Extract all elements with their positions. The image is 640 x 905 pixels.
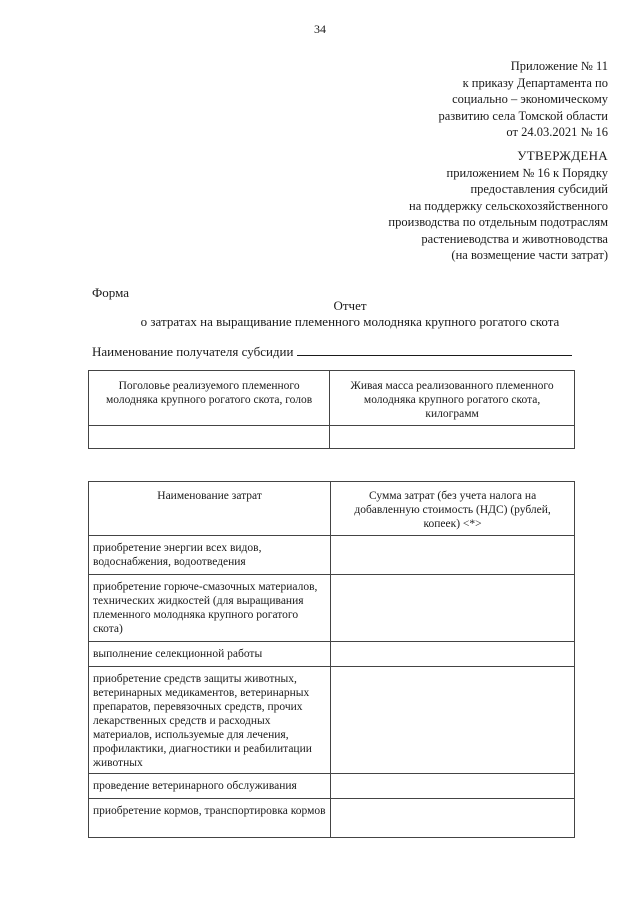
report-title: Отчет <box>333 298 367 313</box>
table-row <box>89 774 575 799</box>
approval-title: УТВЕРЖДЕНА <box>517 148 608 163</box>
cost-amount-cell[interactable] <box>331 575 575 642</box>
appendix-line: от 24.03.2021 № 16 <box>506 125 608 139</box>
cost-name-cell: проведение ветеринарного обслуживания <box>89 774 331 799</box>
approval-line: производства по отдельным подотраслям <box>388 215 608 229</box>
table-row <box>89 799 575 838</box>
header-cell-live-weight: Живая масса реализованного племенного молодняка крупного рогатого скота, килограмм <box>330 371 575 426</box>
approval-line: приложением № 16 к Порядку <box>446 165 608 180</box>
cost-name-cell: выполнение селекционной работы <box>89 642 331 667</box>
recipient-input-line[interactable] <box>297 343 572 356</box>
form-label: Форма <box>92 285 129 300</box>
appendix-line: развитию села Томской области <box>438 108 608 123</box>
cost-name-cell: приобретение горюче-смазочных материалов, технических жидкостей (для выращивания племенного молодняка крупного рогатого скота) <box>89 575 331 642</box>
appendix-block <box>438 58 608 141</box>
cost-amount-cell[interactable] <box>331 799 575 838</box>
approval-line: на поддержку сельскохозяйственного <box>409 198 608 213</box>
table-header-row <box>89 482 575 536</box>
recipient-label: Наименование получателя субсидии <box>92 344 294 359</box>
appendix-line: Приложение № 11 <box>510 59 608 73</box>
table-row <box>89 667 575 774</box>
cost-name-cell: приобретение кормов, транспортировка кормов <box>89 799 331 838</box>
approval-block <box>388 148 608 264</box>
cost-amount-cell[interactable] <box>331 536 575 575</box>
appendix-line: к приказу Департамента по <box>462 75 608 90</box>
appendix-line: социально – экономическому <box>452 92 608 106</box>
report-heading <box>0 298 640 330</box>
cost-amount-cell[interactable] <box>331 774 575 799</box>
approval-line: предоставления субсидий <box>470 182 608 196</box>
table-row <box>89 642 575 667</box>
cost-name-cell: приобретение средств защиты животных, ветеринарных медикаментов, ветеринарных препаратов, перевязочных средств, прочих лекарственных средств и расходных материалов, используемые для лечения, профилактики, диагностики и реабилитации животных <box>89 667 331 774</box>
input-cell-live-weight[interactable] <box>330 426 575 449</box>
costs-table <box>88 481 575 838</box>
input-cell-head-count[interactable] <box>89 426 330 449</box>
table-row <box>89 536 575 575</box>
page-number: 34 <box>314 22 326 36</box>
approval-line: растениеводства и животноводства <box>421 231 608 246</box>
header-cell-head-count: Поголовье реализуемого племенного молодняка крупного рогатого скота, голов <box>89 371 330 426</box>
table-row <box>89 426 575 449</box>
report-subtitle: о затратах на выращивание племенного молодняка крупного рогатого скота <box>140 314 560 329</box>
recipient-field <box>92 343 572 360</box>
approval-line: (на возмещение части затрат) <box>451 248 608 262</box>
cost-amount-cell[interactable] <box>331 667 575 774</box>
livestock-table <box>88 370 575 449</box>
header-cell-cost-amount: Сумма затрат (без учета налога на добавленную стоимость (НДС) (рублей, копеек) <*> <box>331 482 575 536</box>
table-row <box>89 575 575 642</box>
cost-amount-cell[interactable] <box>331 642 575 667</box>
header-cell-cost-name: Наименование затрат <box>89 482 331 536</box>
cost-name-cell: приобретение энергии всех видов, водоснабжения, водоотведения <box>89 536 331 575</box>
table-header-row <box>89 371 575 426</box>
